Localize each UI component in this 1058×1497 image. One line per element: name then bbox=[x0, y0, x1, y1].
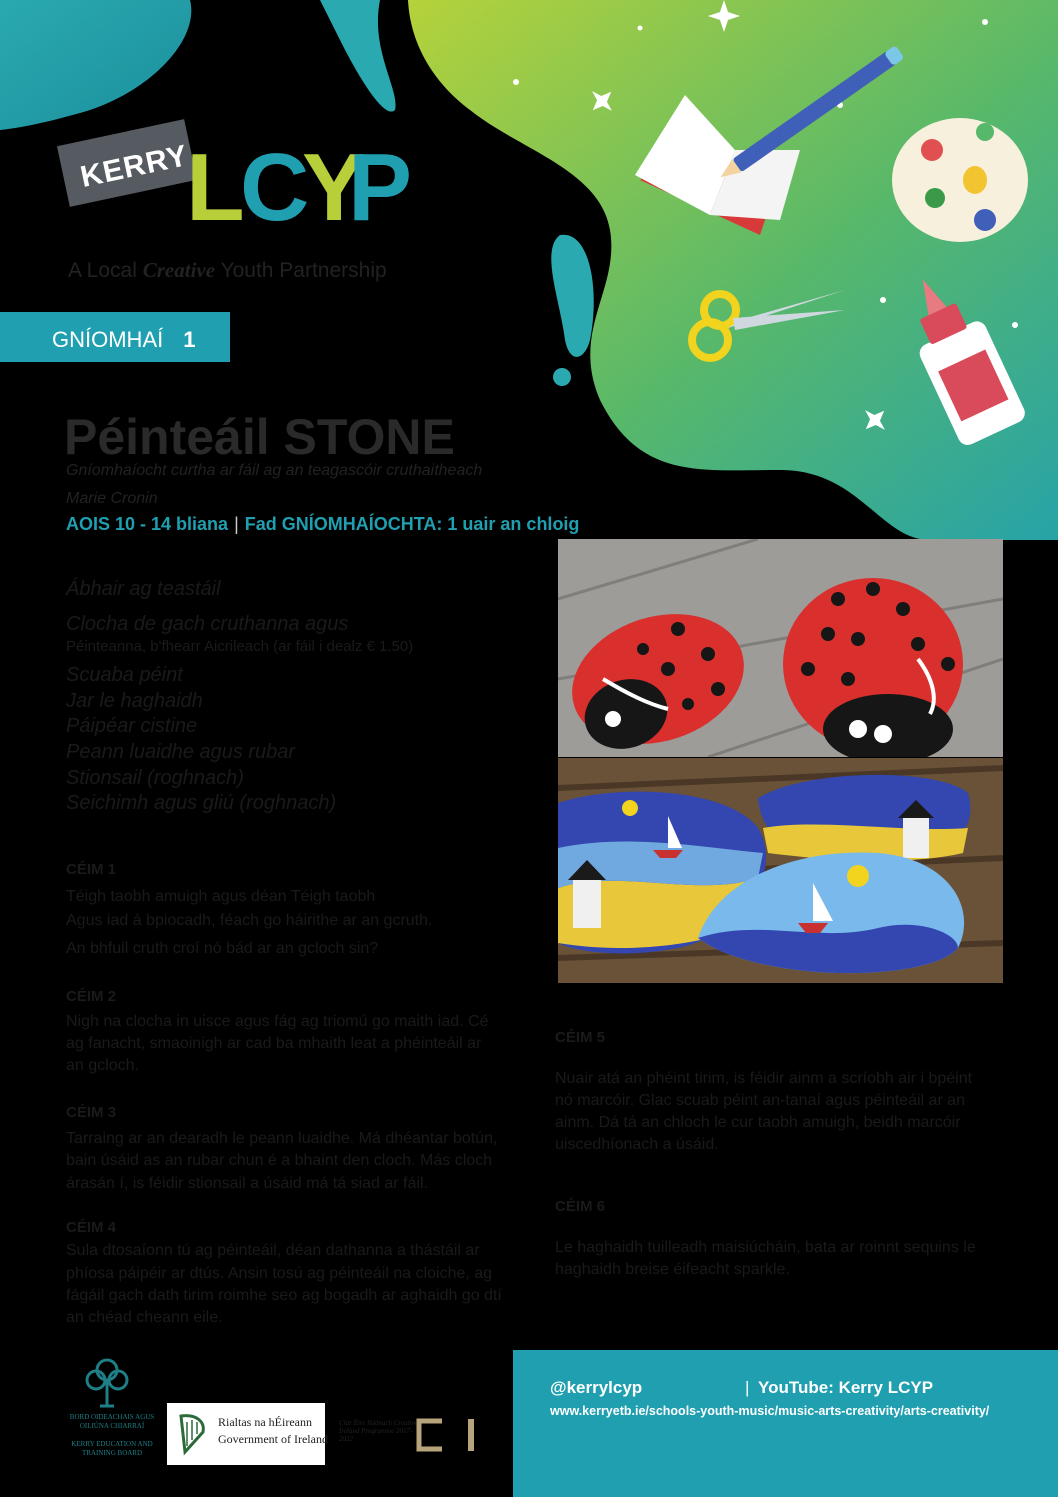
step-4-line: fágáil gach dath tirim roimhe seo ag bogadh ar aghaidh go dtí bbox=[66, 1287, 502, 1304]
footer-separator: | bbox=[745, 1378, 750, 1397]
step-5-heading: CÉIM 5 bbox=[555, 1029, 606, 1046]
materials-title: Ábhair ag teastáil bbox=[66, 578, 221, 600]
age-range: AOIS 10 - 14 bliana bbox=[66, 514, 229, 534]
step-1-line: An bhfuil cruth croí nó bád ar an gcloch sin? bbox=[66, 940, 379, 957]
government-name-english: Government of Ireland bbox=[218, 1432, 328, 1446]
creative-ireland-text: Clár Éire Ildánach Creative Ireland Programme 2017–2022 bbox=[339, 1419, 418, 1443]
material-item: Scuaba péint bbox=[66, 664, 183, 686]
logo-letter-y: Y bbox=[302, 134, 367, 241]
step-1-line: Téigh taobh amuigh agus déan Téigh taobh bbox=[66, 888, 376, 905]
material-item-note: Péinteanna, b'fhearr Aicrileach (ar fáil i dealz € 1.50) bbox=[66, 638, 414, 655]
step-2-heading: CÉIM 2 bbox=[66, 988, 117, 1005]
material-item: Páipéar cistine bbox=[66, 715, 198, 737]
step-4-line: an chéad cheann eile. bbox=[66, 1309, 223, 1326]
tagline-pre: A Local bbox=[68, 259, 143, 282]
step-1-line: Agus iad á bpiocadh, féach go háirithe ar an gcruth. bbox=[66, 912, 433, 929]
step-4-heading: CÉIM 4 bbox=[66, 1219, 117, 1236]
credit-line: Gníomhaíocht curtha ar fáil ag an teagascóir cruthaitheach bbox=[66, 462, 483, 479]
material-item: Jar le haghaidh bbox=[66, 690, 203, 712]
page-title: Péinteáil STONE bbox=[64, 409, 455, 465]
step-6-line: haghaidh breise éifeacht sparkle. bbox=[555, 1261, 790, 1278]
tagline-creative: Creative bbox=[142, 258, 216, 282]
step-4-line: phíosa páipéir ar dtús. Ansin tosú ag péinteáil na cloiche, ag bbox=[66, 1265, 493, 1282]
logo-letter-p: P bbox=[348, 134, 413, 241]
step-5-line: nó marcóir. Glac scuab péint an-tanaí agus péinteáil ar an bbox=[555, 1092, 966, 1109]
ladybird-stones-photo bbox=[558, 539, 1003, 757]
step-5-line: ainm. Dá tá an chloch le cur taobh amuigh, beidh marcóir bbox=[555, 1114, 961, 1131]
kerry-etb-tree-logo bbox=[76, 1352, 138, 1408]
age-duration-bar bbox=[66, 514, 579, 535]
step-1-heading: CÉIM 1 bbox=[66, 861, 117, 878]
material-item: Peann luaidhe agus rubar bbox=[66, 741, 296, 763]
tagline-post: Youth Partnership bbox=[215, 259, 387, 282]
harp-icon bbox=[177, 1412, 207, 1456]
logo-letter-l: L bbox=[186, 134, 245, 241]
step-2-line: Nigh na clocha in uisce agus fág ag triomú go maith iad. Cé bbox=[66, 1013, 489, 1030]
website-link[interactable]: www.kerryetb.ie/schools-youth-music/music-arts-creativity/arts-creativity/ bbox=[550, 1404, 990, 1418]
logo-letter-c: C bbox=[240, 134, 310, 241]
duration: Fad GNÍOMHAÍOCHTA: 1 uair an chloig bbox=[244, 514, 580, 534]
step-6-line: Le haghaidh tuilleadh maisiúcháin, bata ar roinnt sequins le bbox=[555, 1239, 976, 1256]
social-footer bbox=[513, 1350, 1058, 1497]
step-5-line: Nuair atá an phéint tirim, is féidir ainm a scríobh air i bpéint bbox=[555, 1070, 973, 1087]
step-2-line: an gcloch. bbox=[66, 1057, 139, 1074]
etb-name-irish: BORD OIDEACHAIS AGUS OILIÚNA CHIARRAÍ bbox=[69, 1413, 155, 1430]
step-3-line: árasán í, is féidir stionsail a úsáid má tá siad ar fáil. bbox=[66, 1175, 428, 1192]
material-item: Stionsail (roghnach) bbox=[66, 767, 244, 789]
beach-stones-photo bbox=[558, 758, 1003, 983]
logo-tagline bbox=[68, 258, 387, 283]
twitter-handle[interactable]: @kerrylcyp bbox=[550, 1378, 643, 1397]
step-3-heading: CÉIM 3 bbox=[66, 1104, 117, 1121]
activity-number: 1 bbox=[183, 327, 196, 352]
age-separator: | bbox=[234, 514, 239, 534]
credit-author: Marie Cronin bbox=[66, 490, 158, 507]
step-2-line: ag fanacht, smaoinigh ar cad ba mhaith leat a phéinteáil ar bbox=[66, 1035, 482, 1052]
material-item: Clocha de gach cruthanna agus bbox=[66, 613, 349, 635]
material-item: Seichimh agus gliú (roghnach) bbox=[66, 792, 337, 814]
etb-name-english: KERRY EDUCATION AND TRAINING BOARD bbox=[71, 1440, 153, 1457]
step-4-line: Sula dtosaíonn tú ag péinteáil, déan dathanna a thástáil ar bbox=[66, 1242, 480, 1259]
government-name-irish: Rialtas na hÉireann bbox=[218, 1415, 312, 1429]
step-3-line: Tarraing ar an dearadh le peann luaidhe. Má dhéantar botún, bbox=[66, 1130, 498, 1147]
step-3-line: bain úsáid as an rubar chun é a bhaint den cloch. Más cloch bbox=[66, 1152, 493, 1169]
logo-kerry-text: KERRY bbox=[77, 139, 192, 194]
step-6-heading: CÉIM 6 bbox=[555, 1198, 606, 1215]
activity-tag bbox=[0, 312, 230, 362]
activity-label: GNÍOMHAÍ bbox=[52, 327, 164, 352]
youtube-channel[interactable]: YouTube: Kerry LCYP bbox=[758, 1378, 934, 1397]
step-5-line: uiscedhíonach a úsáid. bbox=[555, 1136, 719, 1153]
creative-ireland-logo bbox=[416, 1418, 480, 1452]
